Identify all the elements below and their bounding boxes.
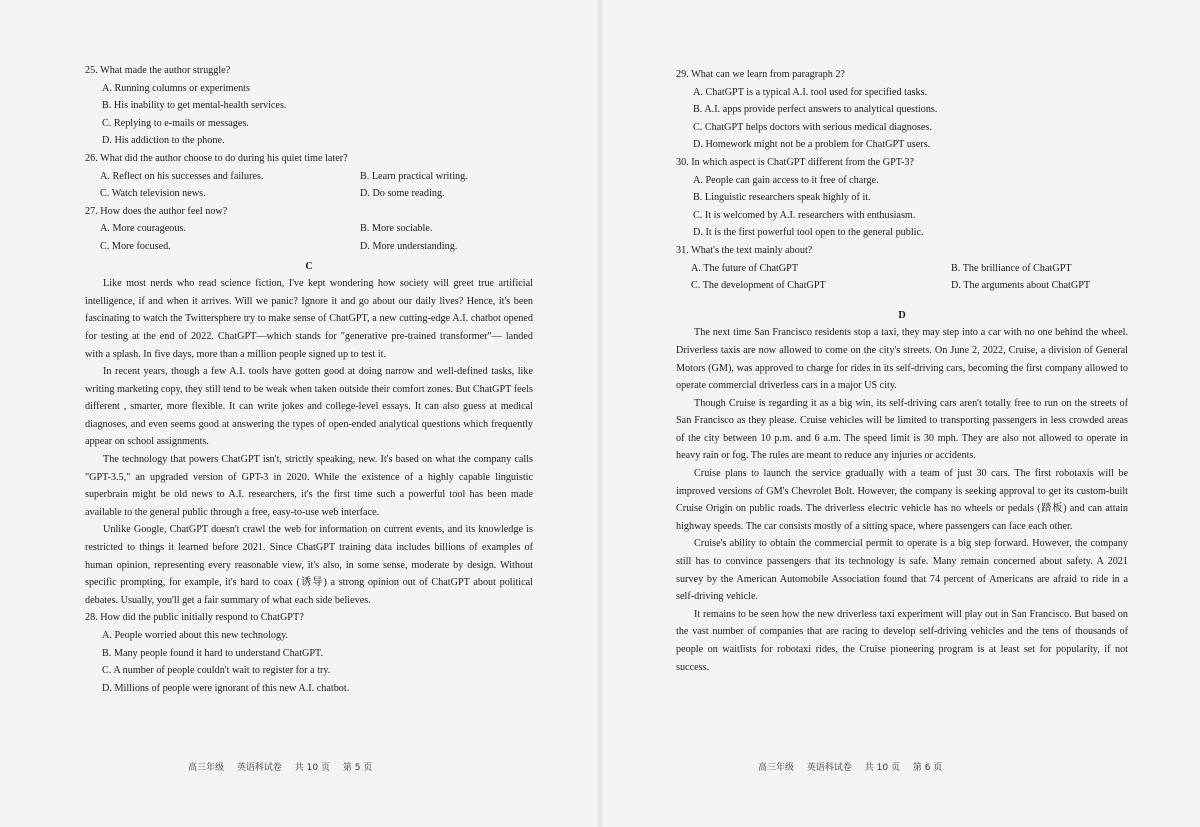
exam-page-6 [600,0,1200,827]
left-column [85,62,533,697]
q26-option-b: B. Learn practical writing. [360,170,468,182]
q29-option-d: D. Homework might not be a problem for ChatGPT users. [693,139,931,151]
q30-option-b: B. Linguistic researchers speak highly of it. [693,192,871,204]
section-c-heading: C [305,260,313,272]
question-31: 31. What's the text mainly about? [676,244,813,256]
q31-option-a: A. The future of ChatGPT [691,262,799,274]
q30-option-a: A. People can gain access to it free of charge. [693,174,879,186]
page-footer [758,760,952,773]
footer-grade: 高三年级 [188,763,225,773]
footer-page-number: 第 5 页 [342,763,373,773]
question-29: 29. What can we learn from paragraph 2? [676,69,845,80]
q31-option-d: D. The arguments about ChatGPT [951,280,1091,292]
question-30: 30. In which aspect is ChatGPT different from the GPT-3? [676,156,915,168]
q29-option-a: A. ChatGPT is a typical A.I. tool used for specified tasks. [693,86,928,98]
passage-c-paragraph-4: Unlike Google, ChatGPT doesn't crawl the web for information on current events, and its knowledge is restricted to things it learned before 2021. Since ChatGPT training data includes billions of examples of human opinion, representing every reasonable view, it's also, in some sense, moderate by design. Without specific prompting, for example, it's hard to coax (诱导) a strong opinion out of ChatGPT about political debates. Usually, you'll get a fair summary of what each side believes. [85,524,533,606]
q25-option-d: D. His addiction to the phone. [102,135,225,147]
passage-c-paragraph-1: Like most nerds who read science fiction, I've kept wondering how society will greet true artificial intelligence, if and when it arrives. Will we panic? Ignore it and go about our daily lives? Hence, it's been fascinating to watch the Twittersphere try to make sense of ChatGPT, a new cutting-edge A.I. chatbot opened for testing at the end of 2022. ChatGPT—which stands for "generative pre-trained transformer"— landed with a splash. In five days, more than a million people signed up to test it. [85,278,533,360]
q27-option-d: D. More understanding. [360,240,458,252]
passage-d-paragraph-5: It remains to be seen how the new driverless taxi experiment will play out in San Francisco. But based on the vast number of companies that are racing to develop self-driving vehicles and the tens of thousands of people on waitlists for robotaxi rides, the Cruise pioneering program is at least set for popularity, if not success. [676,608,1128,673]
q31-option-b: B. The brilliance of ChatGPT [951,262,1072,274]
q27-option-b: B. More sociable. [360,223,433,235]
q31-options [691,260,1128,295]
q26-option-c: C. Watch television news. [100,188,206,200]
q26-option-a: A. Reflect on his successes and failures. [100,170,264,182]
question-27: 27. How does the author feel now? [85,205,228,217]
q29-option-b: B. A.I. apps provide perfect answers to analytical questions. [693,104,938,116]
page-footer [188,760,382,773]
passage-d-paragraph-3: Cruise plans to launch the service gradually with a team of just 30 cars. The first robotaxis will be improved versions of GM's Chevrolet Bolt. However, the company is seeking approval to get its custom-built Cruise Origin on public roads. The driverless electric vehicle has no wheels or pedals (踏板) and can attain highway speeds. The car consists mostly of a sitting space, where passengers can face each other. [676,468,1128,532]
right-column [676,66,1128,676]
question-28: 28. How did the public initially respond to ChatGPT? [85,612,304,624]
q31-option-c: C. The development of ChatGPT [691,280,826,292]
footer-subject: 英语科试卷 [806,763,852,773]
q28-option-a: A. People worried about this new technology. [102,630,289,641]
section-d-heading: D [898,309,906,321]
q25-option-b: B. His inability to get mental-health services. [102,100,287,112]
q28-option-d: D. Millions of people were ignorant of this new A.I. chatbot. [102,682,350,694]
passage-d-paragraph-1: The next time San Francisco residents stop a taxi, they may step into a car with no one behind the wheel. Driverless taxis are now allowed to come on the city's streets. On June 2, 2022, Cruise, a division of General Motors (GM), was approved to charge for rides in its self-driving cars, becoming the first company allowed to operate commercial driverless cars in a major US city. [676,327,1128,392]
q30-option-c: C. It is welcomed by A.I. researchers with enthusiasm. [693,209,916,221]
footer-total-pages: 共 10 页 [864,763,900,773]
q27-option-c: C. More focused. [100,240,171,252]
q25-option-c: C. Replying to e-mails or messages. [102,117,249,129]
footer-subject: 英语科试卷 [236,763,282,773]
passage-d-paragraph-2: Though Cruise is regarding it as a big win, its self-driving cars aren't totally free to run on the streets of San Francisco as they please. Cruise vehicles will be limited to transporting passengers in less crowded areas of the city between 10 p.m. and 6 a.m. The speed limit is 30 mph. They are also not allowed to operate in heavy rain or fog. The rules are meant to reduce any injuries or accidents. [676,397,1128,462]
footer-total-pages: 共 10 页 [294,763,330,773]
passage-c-paragraph-3: The technology that powers ChatGPT isn't, strictly speaking, new. It's based on what the company calls "GPT-3.5," an upgraded version of GPT-3 in 2020. While the existence of a highly capable linguistic superbrain might be old news to A.I. researchers, it's the first time such a powerful tool has been made available to the general public through a free, easy-to-use web interface. [85,454,533,518]
q25-option-a: A. Running columns or experiments [102,82,250,94]
q27-option-a: A. More courageous. [100,223,187,235]
q27-options [100,220,533,255]
question-26: 26. What did the author choose to do during his quiet time later? [85,152,348,164]
passage-d-paragraph-4: Cruise's ability to obtain the commercial permit to operate is a big step forward. However, the company still has to convince passengers that its technology is safe. Many remain concerned about safety. A 2021 survey by the American Automobile Association found that 74 percent of Americans are afraid to ride in a self-driving vehicle. [676,538,1128,603]
q26-options [100,168,533,203]
q26-option-d: D. Do some reading. [360,188,445,200]
footer-grade: 高三年级 [758,763,795,773]
section-spacer [676,295,1128,305]
q30-option-d: D. It is the first powerful tool open to the general public. [693,227,924,239]
passage-c-paragraph-2: In recent years, though a few A.I. tools have gotten good at doing narrow and well-defined tasks, like writing marketing copy, they still tend to be weak when taken outside their comfort zones. But ChatGPT feels different , smarter, more flexible. It can write jokes and college-level essays. It can also guess at medical diagnoses, and even seems good at answering the types of open-ended analytical questions which frequently appear on school assignments. [85,366,533,448]
question-25: 25. What made the author struggle? [85,65,231,76]
q28-option-c: C. A number of people couldn't wait to register for a try. [102,665,331,677]
footer-page-number: 第 6 页 [912,763,943,773]
q28-option-b: B. Many people found it hard to understand ChatGPT. [102,647,324,659]
q29-option-c: C. ChatGPT helps doctors with serious medical diagnoses. [693,121,932,133]
